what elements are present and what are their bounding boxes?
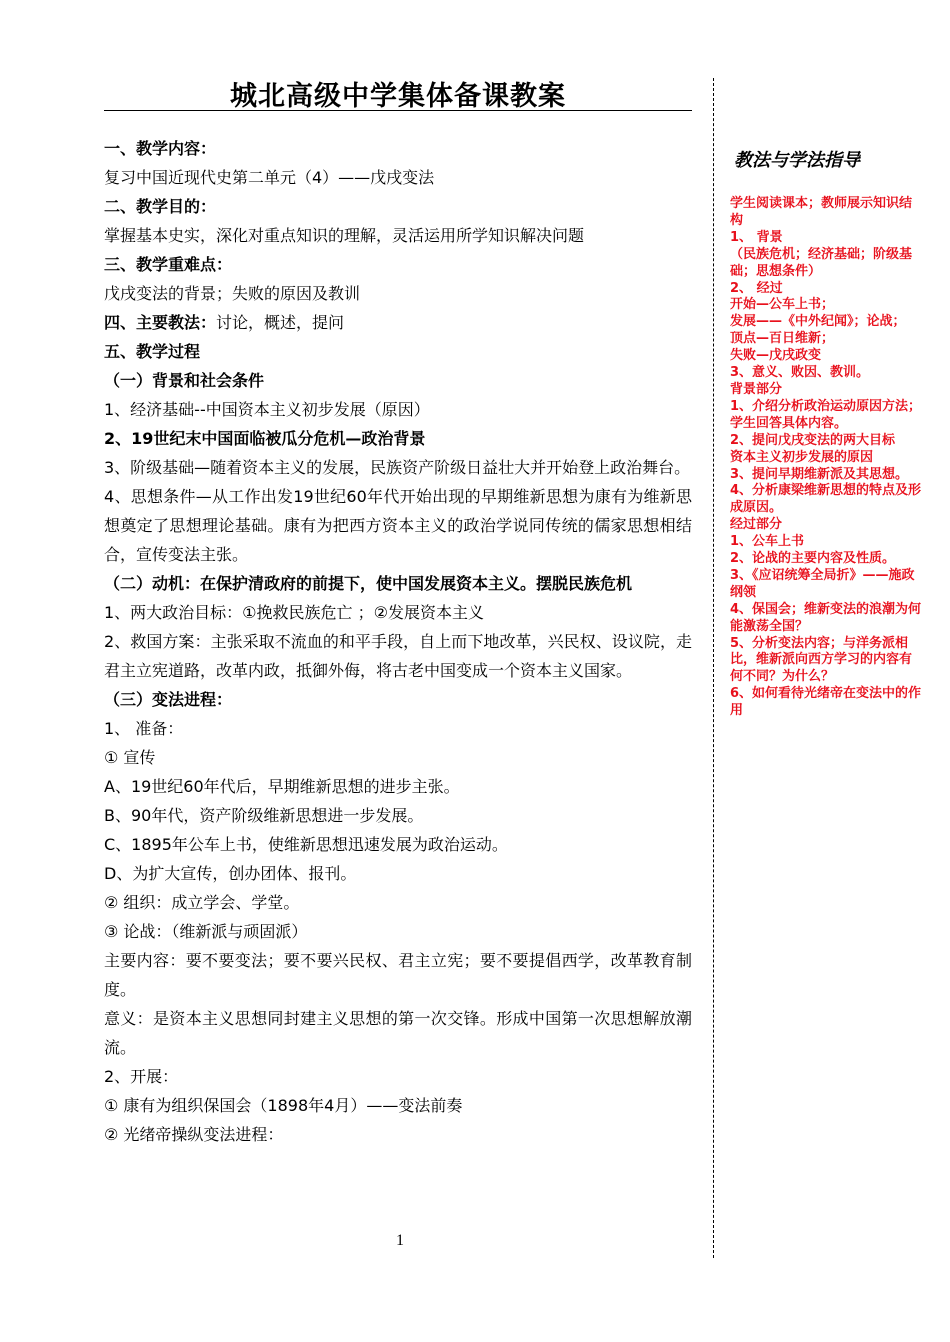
section-heading-detail: 讨论，概述，提问 [216, 313, 345, 332]
body-line: 1、经济基础--中国资本主义初步发展（原因） [104, 400, 430, 419]
guidance-line: 2、提问戊戌变法的两大目标 [730, 432, 896, 448]
guidance-line: 1、介绍分析政治运动原因方法；学生回答具体内容。 [730, 398, 922, 431]
column-divider [713, 78, 714, 1258]
guidance-line: 1、 背景 [730, 229, 783, 245]
guidance-line: 2、 经过 [730, 280, 783, 296]
subsection-heading: （二）动机：在保护清政府的前提下，使中国发展资本主义。摆脱民族危机 [104, 574, 633, 593]
body-line: 2、救国方案：主张采取不流血的和平手段，自上而下地改革，兴民权、设议院，走君主立宪道路，改革内政，抵御外侮，将古老中国变成一个资本主义国家。 [104, 632, 692, 680]
guidance-line: 经过部分 [730, 517, 783, 533]
body-line: 意义：是资本主义思想同封建主义思想的第一次交锋。形成中国第一次思想解放潮流。 [104, 1009, 692, 1057]
document-title: 城北高级中学集体备课教案 [230, 81, 566, 112]
body-line: 掌握基本史实，深化对重点知识的理解，灵活运用所学知识解决问题 [104, 226, 585, 245]
lesson-plan-body [104, 134, 692, 1149]
body-line [104, 308, 692, 337]
subsection-heading: （一）背景和社会条件 [104, 371, 265, 390]
guidance-line: 1、公车上书 [730, 534, 805, 550]
guidance-heading: 教法与学法指导 [734, 150, 860, 171]
body-line: B、90年代，资产阶级维新思想进一步发展。 [104, 806, 424, 825]
body-line: 4、思想条件—从工作出发19世纪60年代开始出现的早期维新思想为康有为维新思想奠定了思想理论基础。康有为把西方资本主义的政治学说同传统的儒家思想相结合，宣传变法主张。 [104, 487, 692, 564]
body-line: ② 光绪帝操纵变法进程： [104, 1125, 284, 1144]
guidance-line: 顶点—百日维新； [730, 331, 835, 347]
body-line: 1、 准备： [104, 719, 184, 738]
body-line: 复习中国近现代史第二单元（4）——戊戌变法 [104, 168, 435, 187]
body-line: 2、开展： [104, 1067, 179, 1086]
guidance-line: 开始—公车上书； [730, 297, 835, 313]
guidance-line: 5、分析变法内容；与洋务派相比，维新派向西方学习的内容有何不同？为什么？ [730, 635, 913, 685]
body-line: ② 组织：成立学会、学堂。 [104, 893, 300, 912]
guidance-line: 6、如何看待光绪帝在变法中的作用 [730, 686, 922, 719]
section-heading: 四、主要教法： [104, 313, 217, 332]
section-heading: 二、教学目的： [104, 197, 217, 216]
body-line: 1、两大政治目标：①挽救民族危亡 ；②发展资本主义 [104, 603, 484, 622]
body-line: C、1895年公车上书，使维新思想迅速发展为政治运动。 [104, 835, 508, 854]
title-underline [104, 110, 692, 111]
guidance-line: 资本主义初步发展的原因 [730, 449, 874, 465]
body-line: ① 康有为组织保国会（1898年4月）——变法前奏 [104, 1096, 463, 1115]
body-line: ① 宣传 [104, 748, 156, 767]
guidance-line: （民族危机；经济基础；阶级基础；思想条件） [730, 246, 913, 279]
guidance-line: 3、提问早期维新派及其思想。 [730, 466, 909, 482]
guidance-line: 发展——《中外纪闻》；论战； [730, 314, 906, 330]
section-heading: 五、教学过程 [104, 342, 201, 361]
body-line: 主要内容：要不要变法；要不要兴民权、君主立宪；要不要提倡西学，改革教育制度。 [104, 951, 692, 999]
body-line: ③ 论战：（维新派与顽固派） [104, 922, 308, 941]
guidance-line: 背景部分 [730, 381, 783, 397]
section-heading: 一、教学内容： [104, 139, 217, 158]
body-line: 3、阶级基础—随着资本主义的发展，民族资产阶级日益壮大并开始登上政治舞台。 [104, 458, 691, 477]
guidance-line: 3、意义、败因、教训。 [730, 365, 870, 381]
guidance-line: 2、论战的主要内容及性质。 [730, 551, 896, 567]
section-heading: 三、教学重难点： [104, 255, 233, 274]
guidance-line: 4、保国会；维新变法的浪潮为何能激荡全国？ [730, 601, 922, 634]
body-line: 戊戌变法的背景；失败的原因及教训 [104, 284, 361, 303]
guidance-line: 3、《应诏统筹全局折》——施政纲领 [730, 567, 915, 600]
subsection-heading: （三）变法进程： [104, 690, 233, 709]
subsection-heading: 2、19世纪末中国面临被瓜分危机—政治背景 [104, 429, 426, 448]
guidance-line: 学生阅读课本；教师展示知识结构 [730, 196, 913, 228]
guidance-line: 失败—戊戌政变 [730, 348, 822, 364]
body-line: D、为扩大宣传，创办团体、报刊。 [104, 864, 357, 883]
guidance-notes [730, 196, 924, 720]
guidance-line: 4、分析康梁维新思想的特点及形成原因。 [730, 483, 922, 516]
page-number: 1 [396, 1232, 404, 1249]
body-line: A、19世纪60年代后，早期维新思想的进步主张。 [104, 777, 460, 796]
